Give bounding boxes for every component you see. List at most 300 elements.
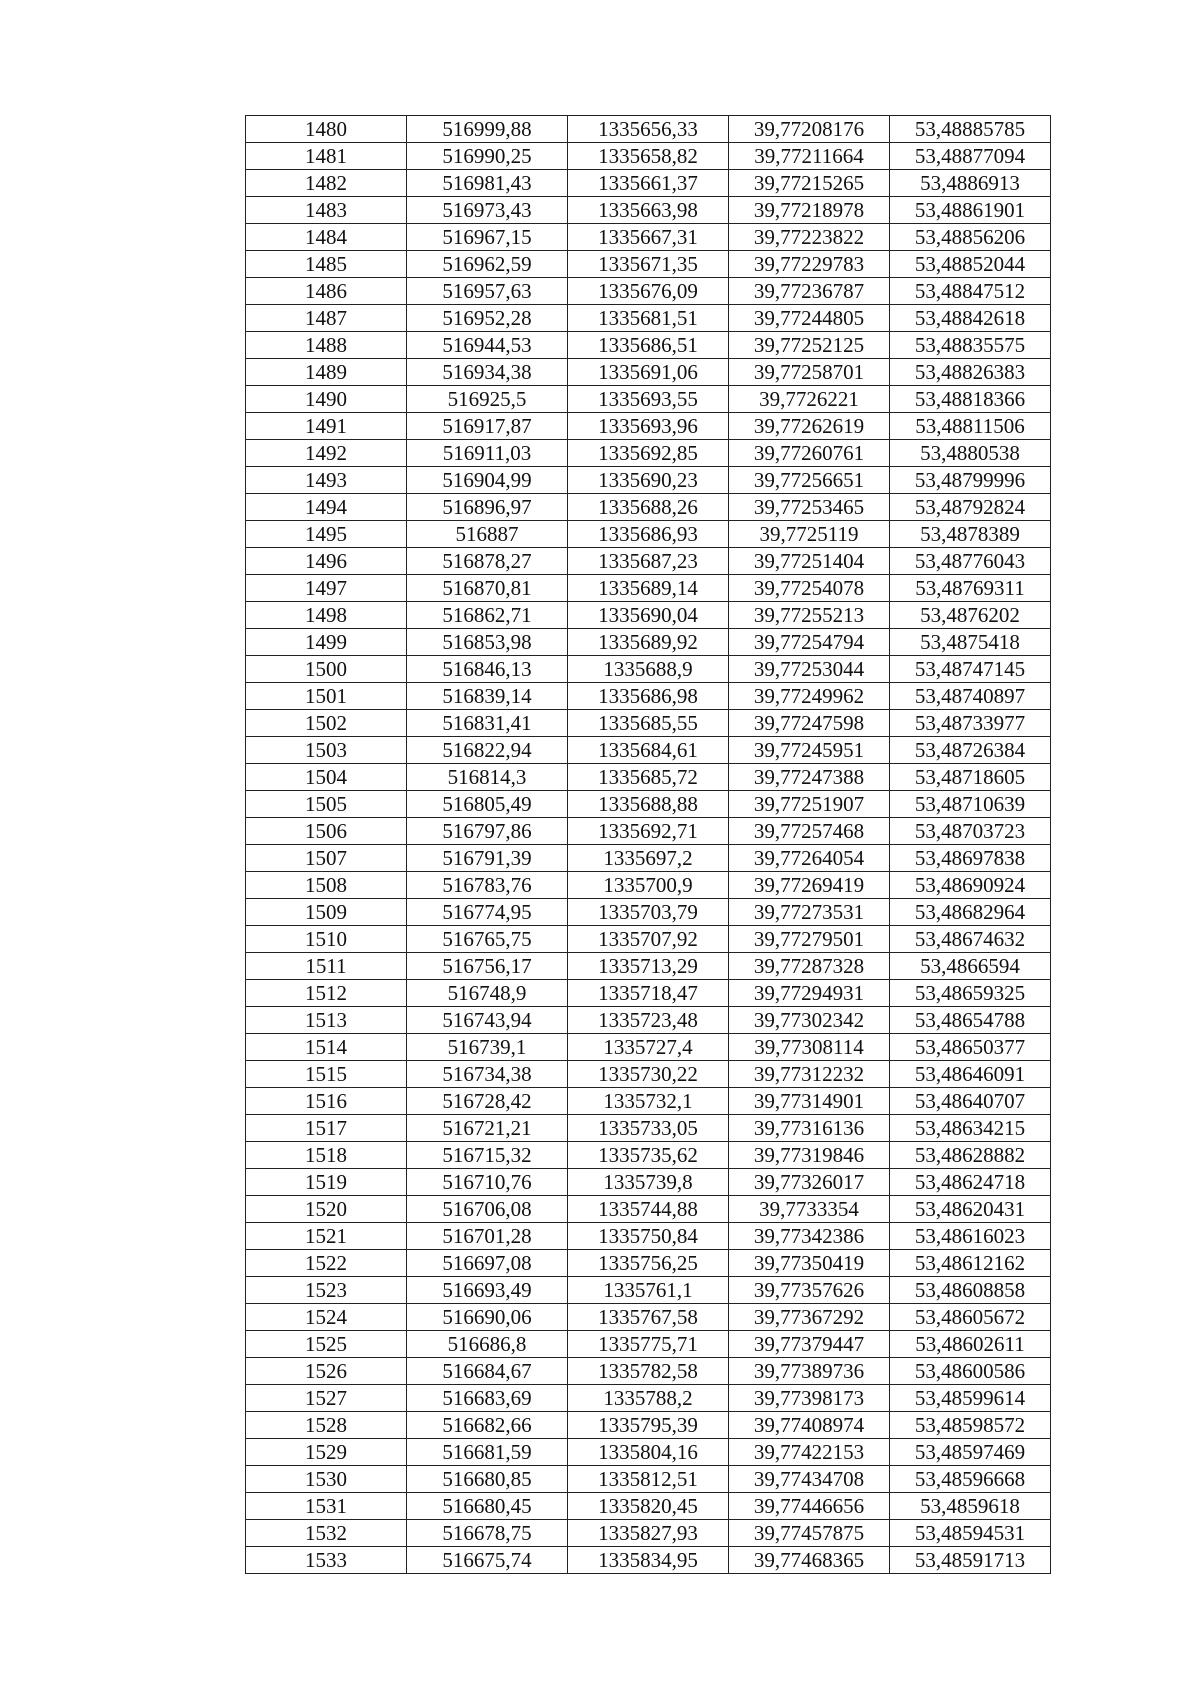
table-row xyxy=(246,170,1051,197)
latitude-cell: 53,48885785 xyxy=(890,116,1051,143)
point-number-cell: 1518 xyxy=(246,1142,407,1169)
y-coordinate-cell: 1335732,1 xyxy=(568,1088,729,1115)
x-coordinate-cell: 516870,81 xyxy=(407,575,568,602)
y-coordinate-cell: 1335656,33 xyxy=(568,116,729,143)
table-row xyxy=(246,224,1051,251)
latitude-cell: 53,48650377 xyxy=(890,1034,1051,1061)
point-number-cell: 1516 xyxy=(246,1088,407,1115)
x-coordinate-cell: 516911,03 xyxy=(407,440,568,467)
point-number-cell: 1521 xyxy=(246,1223,407,1250)
x-coordinate-cell: 516686,8 xyxy=(407,1331,568,1358)
x-coordinate-cell: 516797,86 xyxy=(407,818,568,845)
point-number-cell: 1505 xyxy=(246,791,407,818)
latitude-cell: 53,48682964 xyxy=(890,899,1051,926)
longitude-cell: 39,77367292 xyxy=(729,1304,890,1331)
point-number-cell: 1519 xyxy=(246,1169,407,1196)
longitude-cell: 39,77256651 xyxy=(729,467,890,494)
point-number-cell: 1524 xyxy=(246,1304,407,1331)
point-number-cell: 1520 xyxy=(246,1196,407,1223)
y-coordinate-cell: 1335688,88 xyxy=(568,791,729,818)
table-row xyxy=(246,1061,1051,1088)
longitude-cell: 39,7725119 xyxy=(729,521,890,548)
x-coordinate-cell: 516690,06 xyxy=(407,1304,568,1331)
x-coordinate-cell: 516756,17 xyxy=(407,953,568,980)
latitude-cell: 53,4875418 xyxy=(890,629,1051,656)
table-row xyxy=(246,305,1051,332)
y-coordinate-cell: 1335684,61 xyxy=(568,737,729,764)
table-row xyxy=(246,737,1051,764)
latitude-cell: 53,48852044 xyxy=(890,251,1051,278)
longitude-cell: 39,77468365 xyxy=(729,1547,890,1574)
latitude-cell: 53,48747145 xyxy=(890,656,1051,683)
x-coordinate-cell: 516990,25 xyxy=(407,143,568,170)
longitude-cell: 39,77408974 xyxy=(729,1412,890,1439)
point-number-cell: 1525 xyxy=(246,1331,407,1358)
table-row xyxy=(246,791,1051,818)
longitude-cell: 39,77294931 xyxy=(729,980,890,1007)
point-number-cell: 1517 xyxy=(246,1115,407,1142)
y-coordinate-cell: 1335693,55 xyxy=(568,386,729,413)
latitude-cell: 53,48620431 xyxy=(890,1196,1051,1223)
table-row xyxy=(246,278,1051,305)
latitude-cell: 53,48598572 xyxy=(890,1412,1051,1439)
table-row xyxy=(246,332,1051,359)
point-number-cell: 1500 xyxy=(246,656,407,683)
y-coordinate-cell: 1335691,06 xyxy=(568,359,729,386)
y-coordinate-cell: 1335782,58 xyxy=(568,1358,729,1385)
longitude-cell: 39,7726221 xyxy=(729,386,890,413)
y-coordinate-cell: 1335692,71 xyxy=(568,818,729,845)
longitude-cell: 39,77273531 xyxy=(729,899,890,926)
y-coordinate-cell: 1335827,93 xyxy=(568,1520,729,1547)
x-coordinate-cell: 516734,38 xyxy=(407,1061,568,1088)
x-coordinate-cell: 516743,94 xyxy=(407,1007,568,1034)
y-coordinate-cell: 1335686,51 xyxy=(568,332,729,359)
y-coordinate-cell: 1335735,62 xyxy=(568,1142,729,1169)
x-coordinate-cell: 516957,63 xyxy=(407,278,568,305)
x-coordinate-cell: 516814,3 xyxy=(407,764,568,791)
longitude-cell: 39,77253465 xyxy=(729,494,890,521)
longitude-cell: 39,77251404 xyxy=(729,548,890,575)
longitude-cell: 39,77229783 xyxy=(729,251,890,278)
x-coordinate-cell: 516846,13 xyxy=(407,656,568,683)
point-number-cell: 1496 xyxy=(246,548,407,575)
longitude-cell: 39,77457875 xyxy=(729,1520,890,1547)
point-number-cell: 1487 xyxy=(246,305,407,332)
y-coordinate-cell: 1335718,47 xyxy=(568,980,729,1007)
y-coordinate-cell: 1335676,09 xyxy=(568,278,729,305)
table-row xyxy=(246,683,1051,710)
latitude-cell: 53,48624718 xyxy=(890,1169,1051,1196)
coordinates-table-body xyxy=(246,116,1051,1574)
y-coordinate-cell: 1335667,31 xyxy=(568,224,729,251)
point-number-cell: 1482 xyxy=(246,170,407,197)
longitude-cell: 39,77208176 xyxy=(729,116,890,143)
point-number-cell: 1504 xyxy=(246,764,407,791)
longitude-cell: 39,77252125 xyxy=(729,332,890,359)
table-row xyxy=(246,845,1051,872)
y-coordinate-cell: 1335685,55 xyxy=(568,710,729,737)
x-coordinate-cell: 516952,28 xyxy=(407,305,568,332)
y-coordinate-cell: 1335812,51 xyxy=(568,1466,729,1493)
x-coordinate-cell: 516862,71 xyxy=(407,602,568,629)
x-coordinate-cell: 516680,85 xyxy=(407,1466,568,1493)
table-row xyxy=(246,1115,1051,1142)
y-coordinate-cell: 1335658,82 xyxy=(568,143,729,170)
table-row xyxy=(246,386,1051,413)
longitude-cell: 39,77255213 xyxy=(729,602,890,629)
y-coordinate-cell: 1335671,35 xyxy=(568,251,729,278)
table-row xyxy=(246,872,1051,899)
y-coordinate-cell: 1335663,98 xyxy=(568,197,729,224)
latitude-cell: 53,48856206 xyxy=(890,224,1051,251)
point-number-cell: 1480 xyxy=(246,116,407,143)
longitude-cell: 39,77249962 xyxy=(729,683,890,710)
x-coordinate-cell: 516697,08 xyxy=(407,1250,568,1277)
coordinates-table xyxy=(245,115,1051,1574)
latitude-cell: 53,48646091 xyxy=(890,1061,1051,1088)
y-coordinate-cell: 1335688,9 xyxy=(568,656,729,683)
table-row xyxy=(246,1007,1051,1034)
table-row xyxy=(246,1088,1051,1115)
x-coordinate-cell: 516944,53 xyxy=(407,332,568,359)
longitude-cell: 39,77389736 xyxy=(729,1358,890,1385)
latitude-cell: 53,48792824 xyxy=(890,494,1051,521)
latitude-cell: 53,48608858 xyxy=(890,1277,1051,1304)
latitude-cell: 53,48628882 xyxy=(890,1142,1051,1169)
table-row xyxy=(246,1520,1051,1547)
latitude-cell: 53,4866594 xyxy=(890,953,1051,980)
x-coordinate-cell: 516748,9 xyxy=(407,980,568,1007)
table-row xyxy=(246,1439,1051,1466)
point-number-cell: 1485 xyxy=(246,251,407,278)
table-row xyxy=(246,953,1051,980)
x-coordinate-cell: 516917,87 xyxy=(407,413,568,440)
table-row xyxy=(246,467,1051,494)
point-number-cell: 1531 xyxy=(246,1493,407,1520)
point-number-cell: 1515 xyxy=(246,1061,407,1088)
table-row xyxy=(246,1142,1051,1169)
point-number-cell: 1533 xyxy=(246,1547,407,1574)
longitude-cell: 39,77258701 xyxy=(729,359,890,386)
x-coordinate-cell: 516684,67 xyxy=(407,1358,568,1385)
longitude-cell: 39,77446656 xyxy=(729,1493,890,1520)
x-coordinate-cell: 516967,15 xyxy=(407,224,568,251)
point-number-cell: 1509 xyxy=(246,899,407,926)
latitude-cell: 53,48605672 xyxy=(890,1304,1051,1331)
point-number-cell: 1490 xyxy=(246,386,407,413)
table-row xyxy=(246,602,1051,629)
x-coordinate-cell: 516973,43 xyxy=(407,197,568,224)
point-number-cell: 1530 xyxy=(246,1466,407,1493)
longitude-cell: 39,77434708 xyxy=(729,1466,890,1493)
point-number-cell: 1494 xyxy=(246,494,407,521)
longitude-cell: 39,77422153 xyxy=(729,1439,890,1466)
table-row xyxy=(246,1385,1051,1412)
x-coordinate-cell: 516678,75 xyxy=(407,1520,568,1547)
table-row xyxy=(246,1331,1051,1358)
point-number-cell: 1486 xyxy=(246,278,407,305)
latitude-cell: 53,4859618 xyxy=(890,1493,1051,1520)
longitude-cell: 39,77264054 xyxy=(729,845,890,872)
y-coordinate-cell: 1335688,26 xyxy=(568,494,729,521)
table-row xyxy=(246,899,1051,926)
latitude-cell: 53,48877094 xyxy=(890,143,1051,170)
latitude-cell: 53,48597469 xyxy=(890,1439,1051,1466)
y-coordinate-cell: 1335834,95 xyxy=(568,1547,729,1574)
longitude-cell: 39,77279501 xyxy=(729,926,890,953)
x-coordinate-cell: 516791,39 xyxy=(407,845,568,872)
longitude-cell: 39,77247598 xyxy=(729,710,890,737)
longitude-cell: 39,77314901 xyxy=(729,1088,890,1115)
latitude-cell: 53,4878389 xyxy=(890,521,1051,548)
latitude-cell: 53,48811506 xyxy=(890,413,1051,440)
point-number-cell: 1506 xyxy=(246,818,407,845)
longitude-cell: 39,77269419 xyxy=(729,872,890,899)
y-coordinate-cell: 1335739,8 xyxy=(568,1169,729,1196)
y-coordinate-cell: 1335727,4 xyxy=(568,1034,729,1061)
table-row xyxy=(246,1034,1051,1061)
longitude-cell: 39,77357626 xyxy=(729,1277,890,1304)
point-number-cell: 1488 xyxy=(246,332,407,359)
x-coordinate-cell: 516706,08 xyxy=(407,1196,568,1223)
table-row xyxy=(246,1493,1051,1520)
latitude-cell: 53,48596668 xyxy=(890,1466,1051,1493)
y-coordinate-cell: 1335733,05 xyxy=(568,1115,729,1142)
y-coordinate-cell: 1335795,39 xyxy=(568,1412,729,1439)
longitude-cell: 39,77236787 xyxy=(729,278,890,305)
y-coordinate-cell: 1335707,92 xyxy=(568,926,729,953)
latitude-cell: 53,48612162 xyxy=(890,1250,1051,1277)
latitude-cell: 53,48835575 xyxy=(890,332,1051,359)
y-coordinate-cell: 1335686,93 xyxy=(568,521,729,548)
point-number-cell: 1501 xyxy=(246,683,407,710)
latitude-cell: 53,48847512 xyxy=(890,278,1051,305)
latitude-cell: 53,48599614 xyxy=(890,1385,1051,1412)
y-coordinate-cell: 1335750,84 xyxy=(568,1223,729,1250)
y-coordinate-cell: 1335723,48 xyxy=(568,1007,729,1034)
latitude-cell: 53,48697838 xyxy=(890,845,1051,872)
table-row xyxy=(246,656,1051,683)
x-coordinate-cell: 516693,49 xyxy=(407,1277,568,1304)
longitude-cell: 39,77215265 xyxy=(729,170,890,197)
x-coordinate-cell: 516774,95 xyxy=(407,899,568,926)
latitude-cell: 53,48674632 xyxy=(890,926,1051,953)
y-coordinate-cell: 1335686,98 xyxy=(568,683,729,710)
latitude-cell: 53,48600586 xyxy=(890,1358,1051,1385)
table-row xyxy=(246,548,1051,575)
table-row xyxy=(246,494,1051,521)
table-row xyxy=(246,359,1051,386)
y-coordinate-cell: 1335690,04 xyxy=(568,602,729,629)
longitude-cell: 39,77260761 xyxy=(729,440,890,467)
x-coordinate-cell: 516765,75 xyxy=(407,926,568,953)
latitude-cell: 53,48718605 xyxy=(890,764,1051,791)
x-coordinate-cell: 516728,42 xyxy=(407,1088,568,1115)
longitude-cell: 39,77257468 xyxy=(729,818,890,845)
longitude-cell: 39,77308114 xyxy=(729,1034,890,1061)
table-row xyxy=(246,1412,1051,1439)
point-number-cell: 1492 xyxy=(246,440,407,467)
table-row xyxy=(246,1547,1051,1574)
longitude-cell: 39,77253044 xyxy=(729,656,890,683)
y-coordinate-cell: 1335681,51 xyxy=(568,305,729,332)
longitude-cell: 39,77287328 xyxy=(729,953,890,980)
table-row xyxy=(246,197,1051,224)
point-number-cell: 1532 xyxy=(246,1520,407,1547)
latitude-cell: 53,48690924 xyxy=(890,872,1051,899)
y-coordinate-cell: 1335820,45 xyxy=(568,1493,729,1520)
x-coordinate-cell: 516981,43 xyxy=(407,170,568,197)
point-number-cell: 1529 xyxy=(246,1439,407,1466)
point-number-cell: 1495 xyxy=(246,521,407,548)
x-coordinate-cell: 516681,59 xyxy=(407,1439,568,1466)
y-coordinate-cell: 1335804,16 xyxy=(568,1439,729,1466)
table-row xyxy=(246,1466,1051,1493)
x-coordinate-cell: 516904,99 xyxy=(407,467,568,494)
x-coordinate-cell: 516878,27 xyxy=(407,548,568,575)
latitude-cell: 53,48733977 xyxy=(890,710,1051,737)
table-row xyxy=(246,116,1051,143)
y-coordinate-cell: 1335767,58 xyxy=(568,1304,729,1331)
latitude-cell: 53,4876202 xyxy=(890,602,1051,629)
y-coordinate-cell: 1335685,72 xyxy=(568,764,729,791)
table-row xyxy=(246,1250,1051,1277)
longitude-cell: 39,77350419 xyxy=(729,1250,890,1277)
longitude-cell: 39,77312232 xyxy=(729,1061,890,1088)
latitude-cell: 53,48799996 xyxy=(890,467,1051,494)
longitude-cell: 39,77211664 xyxy=(729,143,890,170)
table-row xyxy=(246,413,1051,440)
table-row xyxy=(246,1277,1051,1304)
latitude-cell: 53,48634215 xyxy=(890,1115,1051,1142)
point-number-cell: 1513 xyxy=(246,1007,407,1034)
point-number-cell: 1483 xyxy=(246,197,407,224)
table-row xyxy=(246,440,1051,467)
table-row xyxy=(246,521,1051,548)
longitude-cell: 39,77254078 xyxy=(729,575,890,602)
longitude-cell: 39,77251907 xyxy=(729,791,890,818)
latitude-cell: 53,48842618 xyxy=(890,305,1051,332)
point-number-cell: 1522 xyxy=(246,1250,407,1277)
x-coordinate-cell: 516783,76 xyxy=(407,872,568,899)
x-coordinate-cell: 516715,32 xyxy=(407,1142,568,1169)
y-coordinate-cell: 1335690,23 xyxy=(568,467,729,494)
x-coordinate-cell: 516999,88 xyxy=(407,116,568,143)
y-coordinate-cell: 1335687,23 xyxy=(568,548,729,575)
x-coordinate-cell: 516682,66 xyxy=(407,1412,568,1439)
longitude-cell: 39,77302342 xyxy=(729,1007,890,1034)
point-number-cell: 1503 xyxy=(246,737,407,764)
y-coordinate-cell: 1335756,25 xyxy=(568,1250,729,1277)
table-row xyxy=(246,764,1051,791)
point-number-cell: 1499 xyxy=(246,629,407,656)
latitude-cell: 53,48640707 xyxy=(890,1088,1051,1115)
latitude-cell: 53,4880538 xyxy=(890,440,1051,467)
x-coordinate-cell: 516805,49 xyxy=(407,791,568,818)
x-coordinate-cell: 516934,38 xyxy=(407,359,568,386)
latitude-cell: 53,48818366 xyxy=(890,386,1051,413)
table-row xyxy=(246,629,1051,656)
longitude-cell: 39,77262619 xyxy=(729,413,890,440)
latitude-cell: 53,48594531 xyxy=(890,1520,1051,1547)
point-number-cell: 1510 xyxy=(246,926,407,953)
latitude-cell: 53,48659325 xyxy=(890,980,1051,1007)
y-coordinate-cell: 1335703,79 xyxy=(568,899,729,926)
y-coordinate-cell: 1335692,85 xyxy=(568,440,729,467)
point-number-cell: 1493 xyxy=(246,467,407,494)
longitude-cell: 39,7733354 xyxy=(729,1196,890,1223)
x-coordinate-cell: 516683,69 xyxy=(407,1385,568,1412)
y-coordinate-cell: 1335744,88 xyxy=(568,1196,729,1223)
latitude-cell: 53,48769311 xyxy=(890,575,1051,602)
y-coordinate-cell: 1335661,37 xyxy=(568,170,729,197)
x-coordinate-cell: 516739,1 xyxy=(407,1034,568,1061)
table-row xyxy=(246,710,1051,737)
latitude-cell: 53,48591713 xyxy=(890,1547,1051,1574)
latitude-cell: 53,48826383 xyxy=(890,359,1051,386)
y-coordinate-cell: 1335693,96 xyxy=(568,413,729,440)
point-number-cell: 1527 xyxy=(246,1385,407,1412)
table-row xyxy=(246,926,1051,953)
point-number-cell: 1491 xyxy=(246,413,407,440)
point-number-cell: 1528 xyxy=(246,1412,407,1439)
longitude-cell: 39,77319846 xyxy=(729,1142,890,1169)
longitude-cell: 39,77342386 xyxy=(729,1223,890,1250)
x-coordinate-cell: 516680,45 xyxy=(407,1493,568,1520)
table-row xyxy=(246,143,1051,170)
point-number-cell: 1489 xyxy=(246,359,407,386)
point-number-cell: 1508 xyxy=(246,872,407,899)
longitude-cell: 39,77379447 xyxy=(729,1331,890,1358)
point-number-cell: 1514 xyxy=(246,1034,407,1061)
point-number-cell: 1502 xyxy=(246,710,407,737)
table-row xyxy=(246,1169,1051,1196)
latitude-cell: 53,48710639 xyxy=(890,791,1051,818)
y-coordinate-cell: 1335788,2 xyxy=(568,1385,729,1412)
y-coordinate-cell: 1335700,9 xyxy=(568,872,729,899)
x-coordinate-cell: 516839,14 xyxy=(407,683,568,710)
longitude-cell: 39,77326017 xyxy=(729,1169,890,1196)
longitude-cell: 39,77316136 xyxy=(729,1115,890,1142)
latitude-cell: 53,48654788 xyxy=(890,1007,1051,1034)
point-number-cell: 1511 xyxy=(246,953,407,980)
table-row xyxy=(246,575,1051,602)
y-coordinate-cell: 1335775,71 xyxy=(568,1331,729,1358)
point-number-cell: 1507 xyxy=(246,845,407,872)
latitude-cell: 53,48861901 xyxy=(890,197,1051,224)
latitude-cell: 53,4886913 xyxy=(890,170,1051,197)
point-number-cell: 1497 xyxy=(246,575,407,602)
latitude-cell: 53,48740897 xyxy=(890,683,1051,710)
longitude-cell: 39,77254794 xyxy=(729,629,890,656)
x-coordinate-cell: 516721,21 xyxy=(407,1115,568,1142)
table-row xyxy=(246,980,1051,1007)
y-coordinate-cell: 1335761,1 xyxy=(568,1277,729,1304)
point-number-cell: 1523 xyxy=(246,1277,407,1304)
x-coordinate-cell: 516822,94 xyxy=(407,737,568,764)
table-row xyxy=(246,1304,1051,1331)
point-number-cell: 1512 xyxy=(246,980,407,1007)
x-coordinate-cell: 516887 xyxy=(407,521,568,548)
longitude-cell: 39,77218978 xyxy=(729,197,890,224)
point-number-cell: 1498 xyxy=(246,602,407,629)
y-coordinate-cell: 1335730,22 xyxy=(568,1061,729,1088)
point-number-cell: 1484 xyxy=(246,224,407,251)
longitude-cell: 39,77247388 xyxy=(729,764,890,791)
table-row xyxy=(246,251,1051,278)
x-coordinate-cell: 516675,74 xyxy=(407,1547,568,1574)
